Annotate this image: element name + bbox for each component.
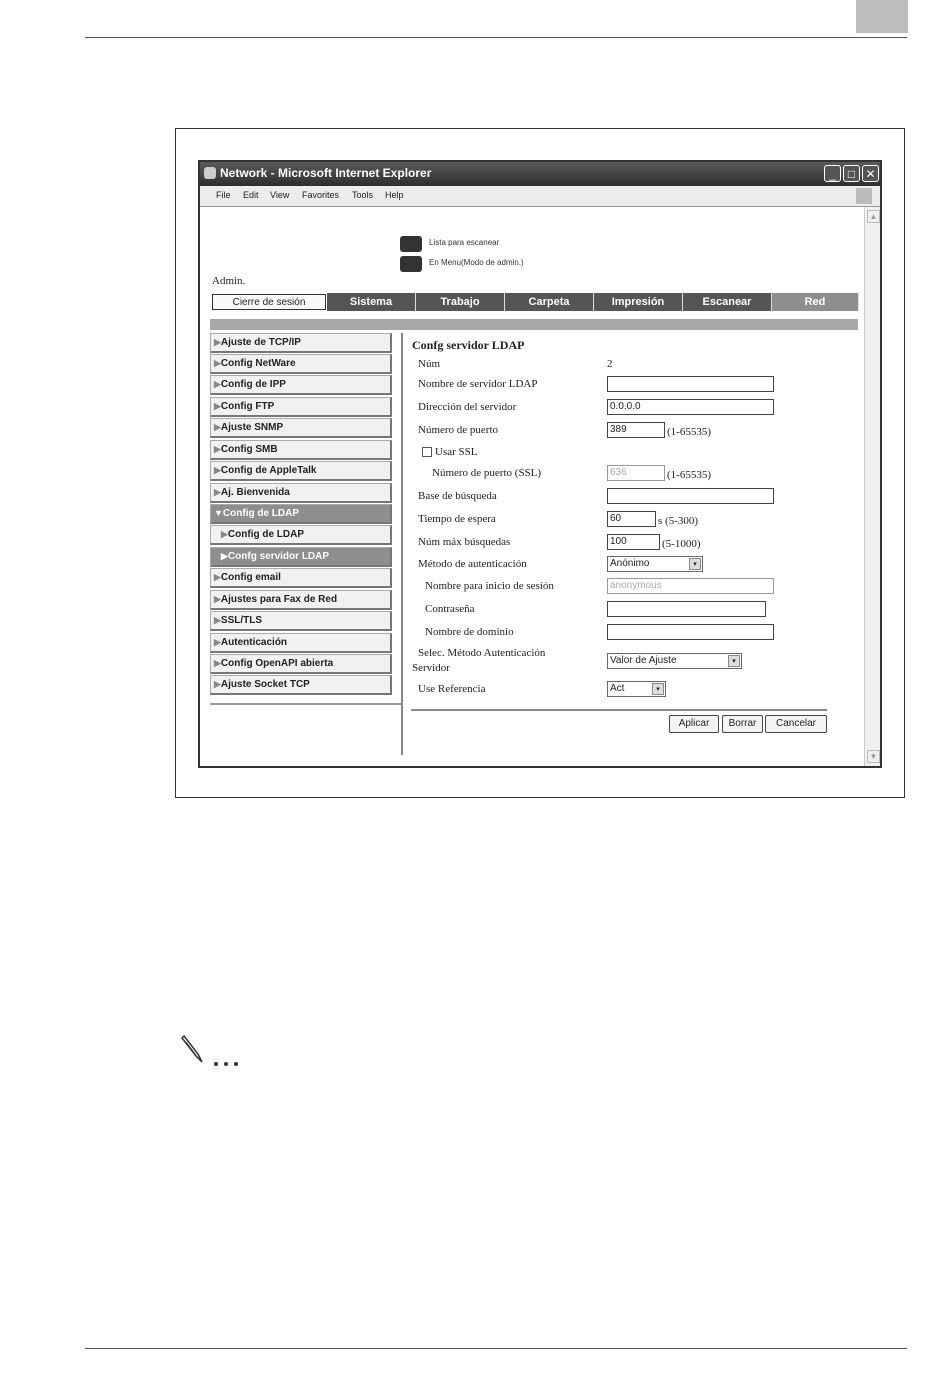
sidebar-item-bienvenida[interactable]: ▶Aj. Bienvenida: [210, 483, 392, 503]
login-name-label: Nombre para inicio de sesión: [425, 580, 554, 592]
vertical-scrollbar[interactable]: [864, 207, 880, 766]
use-ssl-checkbox[interactable]: [422, 447, 432, 457]
scanner-icon: [400, 236, 422, 252]
select-auth-label-2: Servidor: [412, 662, 450, 674]
page-corner-tab: [856, 0, 908, 33]
max-search-range: (5-1000): [662, 538, 701, 550]
timeout-range: s (5-300): [658, 515, 699, 527]
windows-flag-icon: [856, 188, 872, 204]
server-address-label: Dirección del servidor: [418, 401, 517, 413]
sidebar-item-netware[interactable]: ▶Config NetWare: [210, 354, 392, 374]
timeout-input[interactable]: 60: [607, 511, 656, 527]
sidebar-item-tcpip[interactable]: ▶Ajuste de TCP/IP: [210, 333, 392, 353]
password-label: Contraseña: [425, 603, 475, 615]
sidebar-item-ftp[interactable]: ▶Config FTP: [210, 397, 392, 417]
auth-method-select[interactable]: Anónimo ▾: [607, 556, 703, 572]
footer-rule: [85, 1348, 907, 1349]
server-name-label: Nombre de servidor LDAP: [418, 378, 538, 390]
nav-band: [210, 319, 858, 330]
domain-input[interactable]: [607, 624, 774, 640]
apply-button[interactable]: Aplicar: [669, 715, 719, 733]
menu-tools[interactable]: Tools: [352, 190, 374, 200]
sidebar-item-socket[interactable]: ▶Ajuste Socket TCP: [210, 675, 392, 695]
dropdown-icon: ▾: [652, 683, 664, 695]
sidebar-item-smb[interactable]: ▶Config SMB: [210, 440, 392, 460]
tab-red[interactable]: Red: [772, 293, 859, 311]
sidebar-item-ipp[interactable]: ▶Config de IPP: [210, 375, 392, 395]
use-ssl-label: Usar SSL: [435, 446, 478, 458]
page-content: [200, 207, 864, 766]
tab-trabajo[interactable]: Trabajo: [416, 293, 505, 311]
cancel-button[interactable]: Cancelar: [765, 715, 827, 733]
form-divider: [411, 709, 827, 711]
user-role: Admin.: [212, 275, 246, 287]
browser-window: [198, 160, 882, 768]
select-auth-select[interactable]: Valor de Ajuste ▾: [607, 653, 742, 669]
sidebar-item-fax[interactable]: ▶Ajustes para Fax de Red: [210, 590, 392, 610]
auth-method-label: Método de autenticación: [418, 558, 527, 570]
menu-bar: [200, 186, 880, 207]
port-label: Número de puerto: [418, 424, 499, 436]
tab-sistema[interactable]: Sistema: [327, 293, 416, 311]
scroll-down-icon[interactable]: ▼: [867, 750, 880, 763]
header-rule: [85, 37, 907, 38]
sidebar-item-ldap[interactable]: ▶Config de LDAP: [210, 525, 392, 545]
num-value: 2: [607, 358, 613, 370]
sidebar-item-snmp[interactable]: ▶Ajuste SNMP: [210, 418, 392, 438]
ssl-port-range: (1-65535): [667, 469, 711, 481]
menu-help[interactable]: Help: [385, 190, 404, 200]
sidebar-item-ldap-group[interactable]: ▼Config de LDAP: [210, 504, 392, 524]
port-input[interactable]: 389: [607, 422, 665, 438]
tab-escanear[interactable]: Escanear: [683, 293, 772, 311]
search-base-label: Base de búsqueda: [418, 490, 497, 502]
scroll-up-icon[interactable]: ▲: [867, 210, 880, 223]
clear-button[interactable]: Borrar: [722, 715, 763, 733]
menu-edit[interactable]: Edit: [243, 190, 259, 200]
sidebar-item-ldap-server[interactable]: ▶Confg servidor LDAP: [210, 547, 392, 567]
dropdown-icon: ▾: [728, 655, 740, 667]
maximize-button[interactable]: □: [843, 165, 860, 182]
domain-label: Nombre de dominio: [425, 626, 514, 638]
server-address-input[interactable]: 0.0.0.0: [607, 399, 774, 415]
minimize-button[interactable]: _: [824, 165, 841, 182]
panel-divider: [401, 333, 403, 755]
sidebar-item-email[interactable]: ▶Config email: [210, 568, 392, 588]
password-input[interactable]: [607, 601, 766, 617]
select-auth-label: Selec. Método Autenticación: [418, 647, 546, 659]
num-label: Núm: [418, 358, 440, 370]
ie-icon: [204, 167, 216, 179]
form-title: Confg servidor LDAP: [412, 338, 525, 352]
menu-favorites[interactable]: Favorites: [302, 190, 340, 200]
window-title: Network - Microsoft Internet Explorer: [220, 166, 432, 180]
search-base-input[interactable]: [607, 488, 774, 504]
ssl-port-input[interactable]: 636: [607, 465, 665, 481]
timeout-label: Tiempo de espera: [418, 513, 496, 525]
title-bar[interactable]: [200, 162, 880, 186]
sidebar-item-autenticacion[interactable]: ▶Autenticación: [210, 633, 392, 653]
tab-impresion[interactable]: Impresión: [594, 293, 683, 311]
menu-file[interactable]: File: [216, 190, 231, 200]
sidebar-item-ssltls[interactable]: ▶SSL/TLS: [210, 611, 392, 631]
server-name-input[interactable]: [607, 376, 774, 392]
sidebar-item-appletalk[interactable]: ▶Config de AppleTalk: [210, 461, 392, 481]
tab-carpeta[interactable]: Carpeta: [505, 293, 594, 311]
ssl-port-label: Número de puerto (SSL): [432, 467, 542, 479]
referral-select[interactable]: Act ▾: [607, 681, 666, 697]
menu-view[interactable]: View: [270, 190, 290, 200]
max-search-input[interactable]: 100: [607, 534, 660, 550]
max-search-label: Núm máx búsquedas: [418, 536, 511, 548]
login-name-input[interactable]: anonymous: [607, 578, 774, 594]
dropdown-icon: ▾: [689, 558, 701, 570]
close-button[interactable]: ✕: [862, 165, 879, 182]
sidebar-item-openapi[interactable]: ▶Config OpenAPI abierta: [210, 654, 392, 674]
note-pencil-icon: [176, 1034, 246, 1070]
status-admin-mode: En Menu(Modo de admin.): [429, 258, 524, 267]
admin-mode-icon: [400, 256, 422, 272]
logout-button[interactable]: Cierre de sesión: [212, 294, 326, 310]
sidebar-divider: [210, 703, 402, 705]
port-range: (1-65535): [667, 426, 711, 438]
referral-label: Use Referencia: [418, 683, 486, 695]
status-ready: Lista para escanear: [429, 238, 500, 247]
